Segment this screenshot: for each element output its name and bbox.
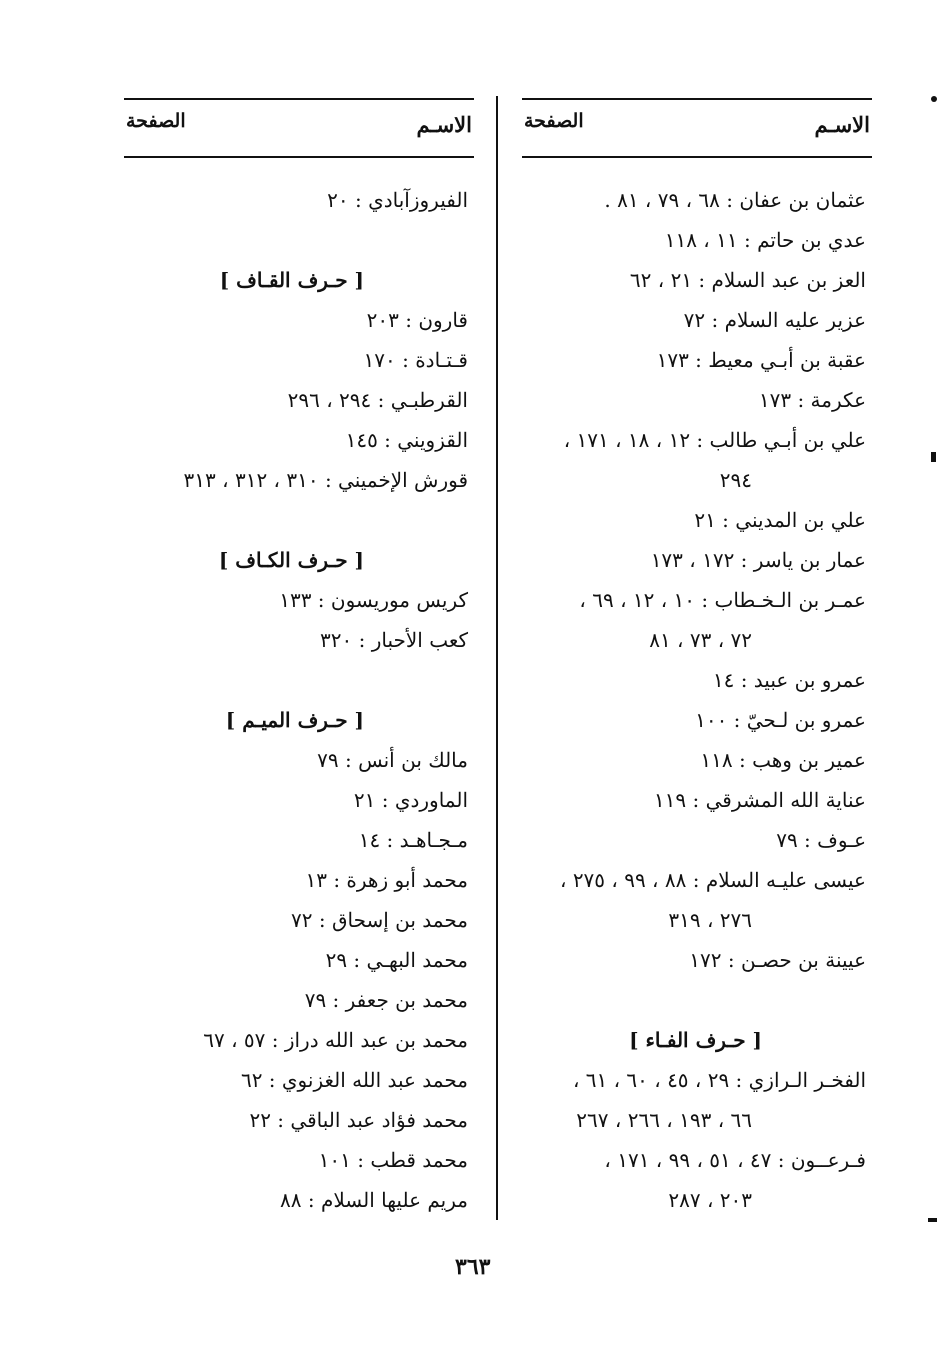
index-entry-continuation: ٢٩٤ bbox=[719, 468, 752, 492]
spacer bbox=[124, 220, 474, 260]
index-entry: كعب الأحبار : ٣٢٠ bbox=[320, 628, 468, 652]
index-entry-continuation: ٢٠٣ ، ٢٨٧ bbox=[668, 1188, 752, 1212]
section-heading: [ حـرف الفـاء ] bbox=[629, 1028, 762, 1052]
index-entry: عـوف : ٧٩ bbox=[776, 828, 866, 852]
index-entry: عيينة بن حصـن : ١٧٢ bbox=[689, 948, 866, 972]
header-rule-bottom bbox=[522, 156, 872, 158]
index-entry: محمد أبو زهرة : ١٣ bbox=[305, 868, 468, 892]
index-entry: كريس موريسون : ١٣٣ bbox=[279, 588, 468, 612]
index-entry-continuation: ٦٦ ، ١٩٣ ، ٢٦٦ ، ٢٦٧ bbox=[576, 1108, 752, 1132]
index-entries bbox=[522, 180, 872, 1220]
index-entry: عمير بن وهب : ١١٨ bbox=[700, 748, 866, 772]
spacer bbox=[522, 980, 872, 1020]
index-entry: عمـر بن الـخـطاب : ١٠ ، ١٢ ، ٦٩ ، bbox=[579, 588, 866, 612]
section-heading: [ حـرف الكـاف ] bbox=[218, 548, 364, 572]
index-column-right bbox=[522, 98, 872, 1212]
section-heading: [ حـرف الميـم ] bbox=[225, 708, 364, 732]
scan-mark bbox=[931, 452, 936, 462]
index-entry: قـتـادة : ١٧٠ bbox=[363, 348, 468, 372]
index-entry: عزير عليه السلام : ٧٢ bbox=[683, 308, 866, 332]
index-entry: محمد بن جعفر : ٧٩ bbox=[304, 988, 468, 1012]
name-column-heading: الاسـم bbox=[814, 112, 870, 137]
index-entry-continuation: ٧٢ ، ٧٣ ، ٨١ bbox=[649, 628, 752, 652]
index-entry: قورش الإخميني : ٣١٠ ، ٣١٢ ، ٣١٣ bbox=[183, 468, 468, 492]
index-entry: فـرعــون : ٤٧ ، ٥١ ، ٩٩ ، ١٧١ ، bbox=[604, 1148, 866, 1172]
index-entry: مـجـاهـد : ١٤ bbox=[358, 828, 468, 852]
spacer bbox=[124, 500, 474, 540]
index-entry: مالك بن أنس : ٧٩ bbox=[317, 748, 468, 772]
header-rule-bottom bbox=[124, 156, 474, 158]
index-entry: محمد بن عبد الله دراز : ٥٧ ، ٦٧ bbox=[203, 1028, 468, 1052]
scan-mark bbox=[928, 1218, 937, 1222]
index-column-left bbox=[124, 98, 474, 1212]
index-entry: قارون : ٢٠٣ bbox=[366, 308, 468, 332]
index-entry-continuation: ٢٧٦ ، ٣١٩ bbox=[668, 908, 752, 932]
index-entry: عقبة بن أبـي معيط : ١٧٣ bbox=[656, 348, 866, 372]
column-header bbox=[124, 100, 474, 156]
index-entry: علي بن المديني : ٢١ bbox=[694, 508, 866, 532]
index-entry: عمار بن ياسر : ١٧٢ ، ١٧٣ bbox=[650, 548, 866, 572]
index-entry: محمد عبد الله الغزنوي : ٦٢ bbox=[240, 1068, 468, 1092]
index-entry: عدي بن حاتم : ١١ ، ١١٨ bbox=[664, 228, 866, 252]
index-entry: محمد فؤاد عبد الباقي : ٢٢ bbox=[249, 1108, 468, 1132]
index-entry: عيسى عليـه السلام : ٨٨ ، ٩٩ ، ٢٧٥ ، bbox=[560, 868, 866, 892]
page-column-heading: الصفحة bbox=[524, 110, 584, 132]
index-entry: عمرو بن عبيد : ١٤ bbox=[712, 668, 866, 692]
index-entry: عكرمة : ١٧٣ bbox=[758, 388, 866, 412]
scan-mark bbox=[931, 96, 937, 102]
index-entry: العز بن عبد السلام : ٢١ ، ٦٢ bbox=[629, 268, 866, 292]
page-number: ٣٦٣ bbox=[455, 1254, 491, 1280]
index-entry: الفخـر الـرازي : ٢٩ ، ٤٥ ، ٦٠ ، ٦١ ، bbox=[572, 1068, 866, 1092]
column-divider bbox=[496, 96, 498, 1220]
index-entry: القزويني : ١٤٥ bbox=[345, 428, 468, 452]
index-entry: محمد قطب : ١٠١ bbox=[318, 1148, 468, 1172]
index-entry: القرطبـي : ٢٩٤ ، ٢٩٦ bbox=[287, 388, 468, 412]
column-header bbox=[522, 100, 872, 156]
index-entry: الماوردي : ٢١ bbox=[353, 788, 468, 812]
section-heading: [ حـرف القـاف ] bbox=[219, 268, 364, 292]
index-entry: عناية الله المشرقي : ١١٩ bbox=[653, 788, 866, 812]
index-entries bbox=[124, 180, 474, 1220]
index-entry: مريم عليها السلام : ٨٨ bbox=[280, 1188, 468, 1212]
index-entry: محمد البهـي : ٢٩ bbox=[325, 948, 468, 972]
page-column-heading: الصفحة bbox=[126, 110, 186, 132]
index-entry: عثمان بن عفان : ٦٨ ، ٧٩ ، ٨١ . bbox=[604, 188, 866, 212]
index-entry: عمرو بن لـحيّ : ١٠٠ bbox=[695, 708, 866, 732]
index-entry: محمد بن إسحاق : ٧٢ bbox=[291, 908, 468, 932]
index-entry: علي بن أبـي طالب : ١٢ ، ١٨ ، ١٧١ ، bbox=[563, 428, 866, 452]
index-entry: الفيروزآبادي : ٢٠ bbox=[327, 188, 468, 212]
name-column-heading: الاسـم bbox=[416, 112, 472, 137]
spacer bbox=[124, 660, 474, 700]
